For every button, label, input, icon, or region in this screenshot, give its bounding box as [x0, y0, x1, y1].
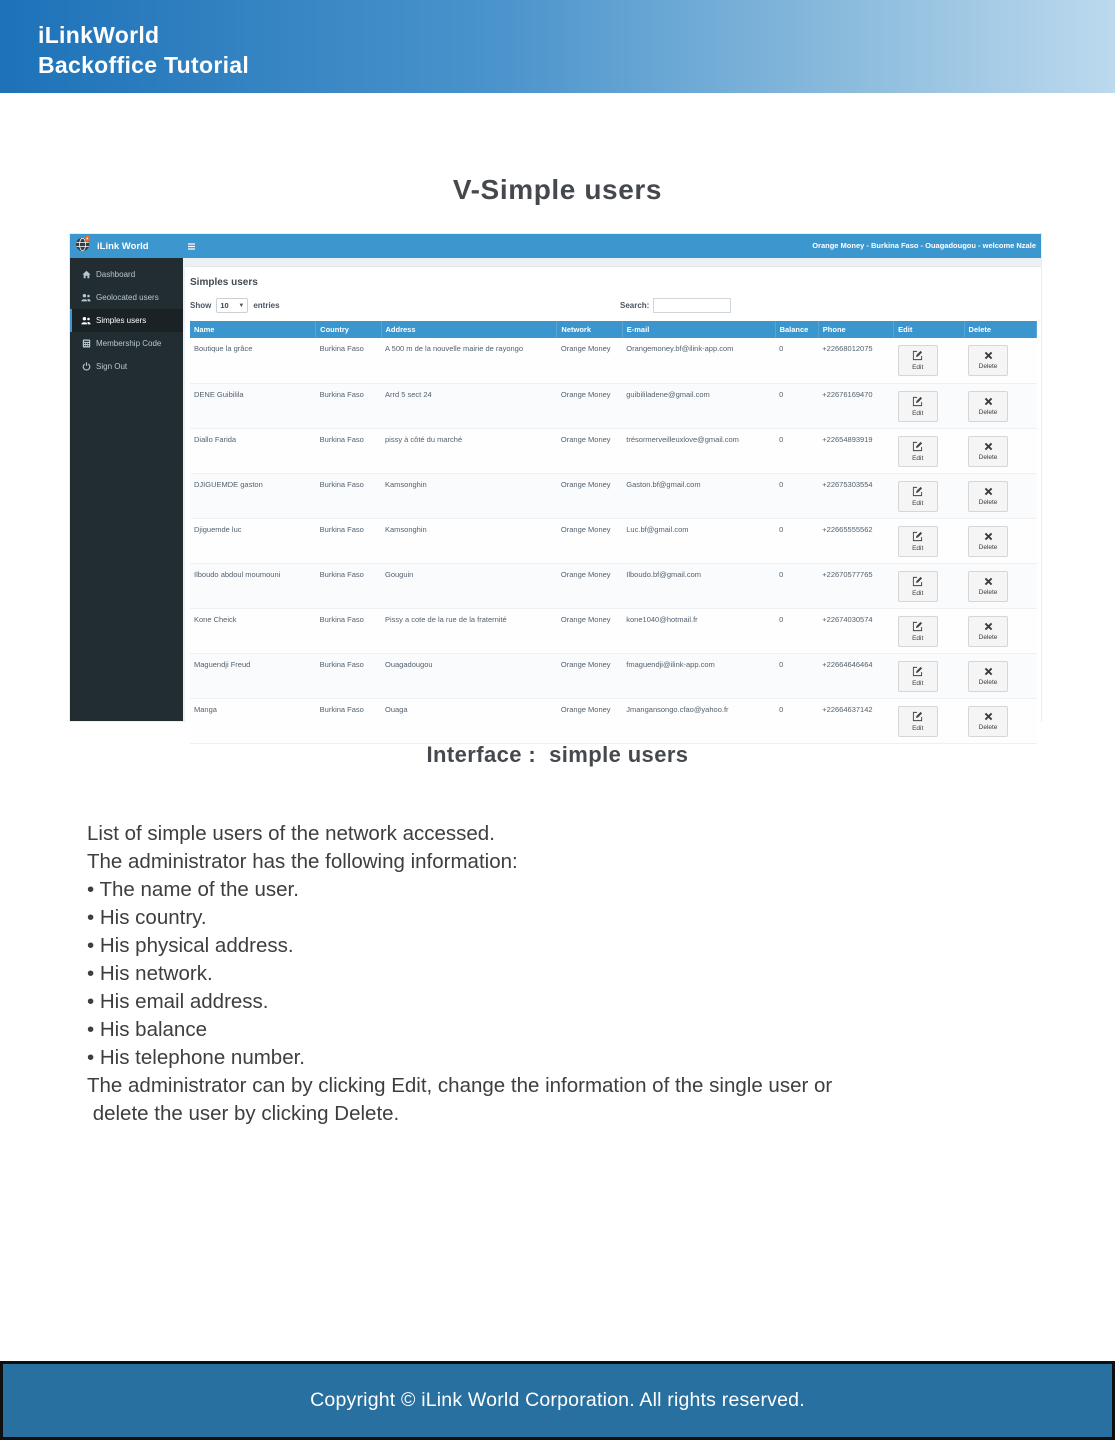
delete-button[interactable]	[968, 616, 1008, 647]
edit-icon	[912, 350, 923, 363]
column-header-balance[interactable]: Balance	[775, 321, 818, 338]
edit-button[interactable]	[898, 661, 938, 692]
edit-button[interactable]	[898, 706, 938, 737]
edit-button-label: Edit	[912, 589, 924, 597]
table-cell: Orange Money	[557, 383, 622, 428]
delete-icon	[984, 712, 993, 723]
sidebar-item-label: Geolocated users	[96, 293, 159, 302]
table-cell: Burkina Faso	[316, 338, 381, 383]
table-cell: 0	[775, 428, 818, 473]
delete-button-label: Delete	[978, 498, 998, 506]
table-cell: Burkina Faso	[316, 698, 381, 743]
table-cell: 0	[775, 473, 818, 518]
search-label: Search:	[620, 301, 650, 310]
delete-icon	[984, 667, 993, 678]
sidebar-item-simples-users[interactable]	[70, 309, 183, 332]
banner-subtitle: Backoffice Tutorial	[38, 52, 250, 78]
entries-label: entries	[253, 301, 280, 310]
description-line: delete the user by clicking Delete.	[87, 1102, 400, 1125]
table-cell: Pissy a cote de la rue de la fraternité	[381, 608, 557, 653]
table-cell: 0	[775, 338, 818, 383]
description-line: • His country.	[87, 906, 207, 929]
sidebar-item-label: Simples users	[96, 316, 147, 325]
table-cell: Orangemoney.bf@ilink-app.com	[622, 338, 775, 383]
search-control	[620, 298, 731, 313]
delete-button-label: Delete	[978, 723, 998, 731]
simple-users-table	[190, 321, 1037, 744]
table-cell: 0	[775, 653, 818, 698]
table-cell: +22664646464	[818, 653, 893, 698]
edit-icon	[912, 576, 923, 589]
search-input[interactable]	[653, 298, 731, 313]
table-cell: trésormerveilleuxlove@gmail.com	[622, 428, 775, 473]
column-header-country[interactable]: Country	[316, 321, 381, 338]
table-cell: DENE Guibilila	[190, 383, 316, 428]
table-cell: Orange Money	[557, 473, 622, 518]
users-icon	[81, 316, 91, 325]
table-row	[190, 338, 1037, 383]
power-icon	[81, 362, 91, 371]
delete-button-label: Delete	[978, 678, 998, 686]
description-line: • His balance	[87, 1018, 207, 1041]
show-entries-control	[190, 298, 280, 313]
sidebar-item-membership-code[interactable]	[70, 332, 183, 355]
delete-icon	[984, 487, 993, 498]
edit-button-label: Edit	[912, 544, 924, 552]
table-row	[190, 563, 1037, 608]
sidebar-item-label: Dashboard	[96, 270, 136, 279]
edit-button-label: Edit	[912, 499, 924, 507]
edit-icon	[912, 711, 923, 724]
sidebar-item-dashboard[interactable]	[70, 263, 183, 286]
delete-button[interactable]	[968, 391, 1008, 422]
table-cell: +22670577765	[818, 563, 893, 608]
table-cell: fmaguendji@ilink-app.com	[622, 653, 775, 698]
app-logo[interactable]	[70, 234, 183, 258]
column-header-address[interactable]: Address	[381, 321, 557, 338]
app-sidebar	[70, 258, 183, 721]
table-cell: Ouagadougou	[381, 653, 557, 698]
table-cell: Burkina Faso	[316, 608, 381, 653]
delete-button[interactable]	[968, 436, 1008, 467]
sidebar-item-geolocated-users[interactable]	[70, 286, 183, 309]
table-cell: Arrd 5 sect 24	[381, 383, 557, 428]
delete-button-label: Delete	[978, 588, 998, 596]
description-line: List of simple users of the network accessed.	[87, 822, 495, 845]
table-cell: Burkina Faso	[316, 473, 381, 518]
table-cell: Burkina Faso	[316, 383, 381, 428]
description-line: The administrator can by clicking Edit, change the information of the single user or	[87, 1074, 833, 1097]
table-cell: 0	[775, 383, 818, 428]
hamburger-menu-icon[interactable]	[187, 234, 196, 258]
table-cell: +22676169470	[818, 383, 893, 428]
table-body	[190, 338, 1037, 743]
delete-icon	[984, 622, 993, 633]
list-icon	[81, 339, 91, 348]
edit-button[interactable]	[898, 571, 938, 602]
table-cell: Djiguemde luc	[190, 518, 316, 563]
app-topbar	[70, 234, 1041, 258]
table-cell: Luc.bf@gmail.com	[622, 518, 775, 563]
table-cell: Orange Money	[557, 428, 622, 473]
simple-users-panel	[185, 266, 1041, 751]
edit-button[interactable]	[898, 436, 938, 467]
delete-button[interactable]	[968, 661, 1008, 692]
app-content-area	[183, 258, 1041, 732]
panel-title: Simples users	[190, 277, 258, 288]
edit-button[interactable]	[898, 391, 938, 422]
table-cell: 0	[775, 518, 818, 563]
table-cell: 0	[775, 608, 818, 653]
sidebar-item-label: Membership Code	[96, 339, 162, 348]
table-row	[190, 653, 1037, 698]
edit-icon	[912, 396, 923, 409]
users-icon	[81, 293, 91, 302]
delete-button-label: Delete	[978, 363, 998, 370]
table-cell: Burkina Faso	[316, 518, 381, 563]
table-cell: +22654893919	[818, 428, 893, 473]
home-icon	[81, 270, 91, 279]
edit-button[interactable]	[898, 481, 938, 512]
column-header-e-mail[interactable]: E-mail	[622, 321, 775, 338]
table-cell: Burkina Faso	[316, 563, 381, 608]
delete-button[interactable]	[968, 481, 1008, 512]
edit-button[interactable]	[898, 616, 938, 647]
table-cell: A 500 m de la nouvelle mairie de rayongo	[381, 338, 557, 383]
description-line: The administrator has the following information:	[87, 850, 518, 873]
delete-button[interactable]	[968, 526, 1008, 557]
column-header-phone[interactable]: Phone	[818, 321, 893, 338]
table-cell: Kamsonghin	[381, 473, 557, 518]
table-cell: +22675303554	[818, 473, 893, 518]
table-cell: Burkina Faso	[316, 653, 381, 698]
description-text	[87, 820, 1027, 1128]
table-cell: kone1040@hotmail.fr	[622, 608, 775, 653]
description-line: • His telephone number.	[87, 1046, 306, 1069]
table-cell: 0	[775, 698, 818, 743]
table-cell: Kamsonghin	[381, 518, 557, 563]
delete-icon	[984, 532, 993, 543]
column-header-name[interactable]: Name	[190, 321, 316, 338]
column-header-edit[interactable]: Edit	[894, 321, 964, 338]
edit-icon	[912, 486, 923, 499]
entries-select-value: 10	[220, 301, 229, 310]
edit-icon	[912, 441, 923, 454]
table-cell: Orange Money	[557, 608, 622, 653]
delete-button[interactable]	[968, 706, 1008, 737]
table-header-row	[190, 321, 1037, 338]
chevron-down-icon: ▼	[238, 302, 245, 309]
table-cell: Diallo Farida	[190, 428, 316, 473]
table-cell: Kone Cheick	[190, 608, 316, 653]
table-cell: Maguendji Freud	[190, 653, 316, 698]
document-header-banner	[0, 0, 1115, 93]
table-cell: guibililadene@gmail.com	[622, 383, 775, 428]
copyright-text: Copyright © iLink World Corporation. All rights reserved.	[310, 1389, 805, 1411]
table-cell: +22664637142	[818, 698, 893, 743]
table-row	[190, 428, 1037, 473]
edit-icon	[912, 621, 923, 634]
edit-button-label: Edit	[912, 364, 924, 371]
column-header-network[interactable]: Network	[557, 321, 622, 338]
column-header-delete[interactable]: Delete	[964, 321, 1036, 338]
table-cell: Manga	[190, 698, 316, 743]
footer-bar	[0, 1361, 1115, 1440]
delete-button[interactable]	[968, 345, 1008, 376]
delete-button-label: Delete	[978, 408, 998, 416]
table-cell: 0	[775, 563, 818, 608]
table-cell: Orange Money	[557, 698, 622, 743]
edit-button[interactable]	[898, 526, 938, 557]
delete-icon	[984, 577, 993, 588]
delete-button[interactable]	[968, 571, 1008, 602]
table-cell: Orange Money	[557, 563, 622, 608]
edit-button[interactable]	[898, 345, 938, 376]
table-cell: pissy à côté du marché	[381, 428, 557, 473]
table-row	[190, 383, 1037, 428]
table-row	[190, 698, 1037, 743]
table-cell: Gaston.bf@gmail.com	[622, 473, 775, 518]
table-cell: Burkina Faso	[316, 428, 381, 473]
screenshot-caption: Interface : simple users	[426, 742, 689, 767]
table-cell: Orange Money	[557, 653, 622, 698]
entries-select[interactable]	[216, 298, 248, 313]
sidebar-item-label: Sign Out	[96, 362, 128, 371]
description-line: • His physical address.	[87, 934, 294, 957]
edit-button-label: Edit	[912, 454, 924, 462]
table-cell: DJIGUEMDE gaston	[190, 473, 316, 518]
table-cell: Orange Money	[557, 338, 622, 383]
table-row	[190, 608, 1037, 653]
banner-brand: iLinkWorld	[38, 22, 160, 48]
table-cell: Jmangansongo.cfao@yahoo.fr	[622, 698, 775, 743]
globe-pin-logo-icon	[75, 235, 92, 257]
delete-button-label: Delete	[978, 453, 998, 461]
app-brand-name: iLink World	[97, 240, 149, 252]
edit-icon	[912, 531, 923, 544]
table-cell: Gouguin	[381, 563, 557, 608]
edit-icon	[912, 666, 923, 679]
table-cell: Boutique la grâce	[190, 338, 316, 383]
table-cell: Ilboudo.bf@gmail.com	[622, 563, 775, 608]
table-cell: +22668012075	[818, 338, 893, 383]
table-controls	[190, 298, 1036, 320]
delete-icon	[984, 442, 993, 453]
delete-button-label: Delete	[978, 633, 998, 641]
table-cell: Ilboudo abdoul moumouni	[190, 563, 316, 608]
table-cell: Ouaga	[381, 698, 557, 743]
table-cell: Orange Money	[557, 518, 622, 563]
table-row	[190, 473, 1037, 518]
edit-button-label: Edit	[912, 679, 924, 687]
delete-icon	[984, 351, 993, 362]
delete-button-label: Delete	[978, 543, 998, 551]
edit-button-label: Edit	[912, 634, 924, 642]
description-line: • His network.	[87, 962, 213, 985]
description-line: • His email address.	[87, 990, 269, 1013]
app-screenshot	[70, 234, 1041, 732]
show-label: Show	[190, 301, 212, 310]
description-line: • The name of the user.	[87, 878, 299, 901]
page-title: V-Simple users	[452, 174, 663, 205]
table-cell: +22674030574	[818, 608, 893, 653]
sidebar-item-sign-out[interactable]	[70, 355, 183, 378]
edit-button-label: Edit	[912, 409, 924, 417]
topbar-status-text: Orange Money - Burkina Faso - Ouagadougou - welcome Nzale	[812, 241, 1036, 250]
edit-button-label: Edit	[912, 724, 924, 732]
delete-icon	[984, 397, 993, 408]
table-row	[190, 518, 1037, 563]
table-cell: +22665555562	[818, 518, 893, 563]
